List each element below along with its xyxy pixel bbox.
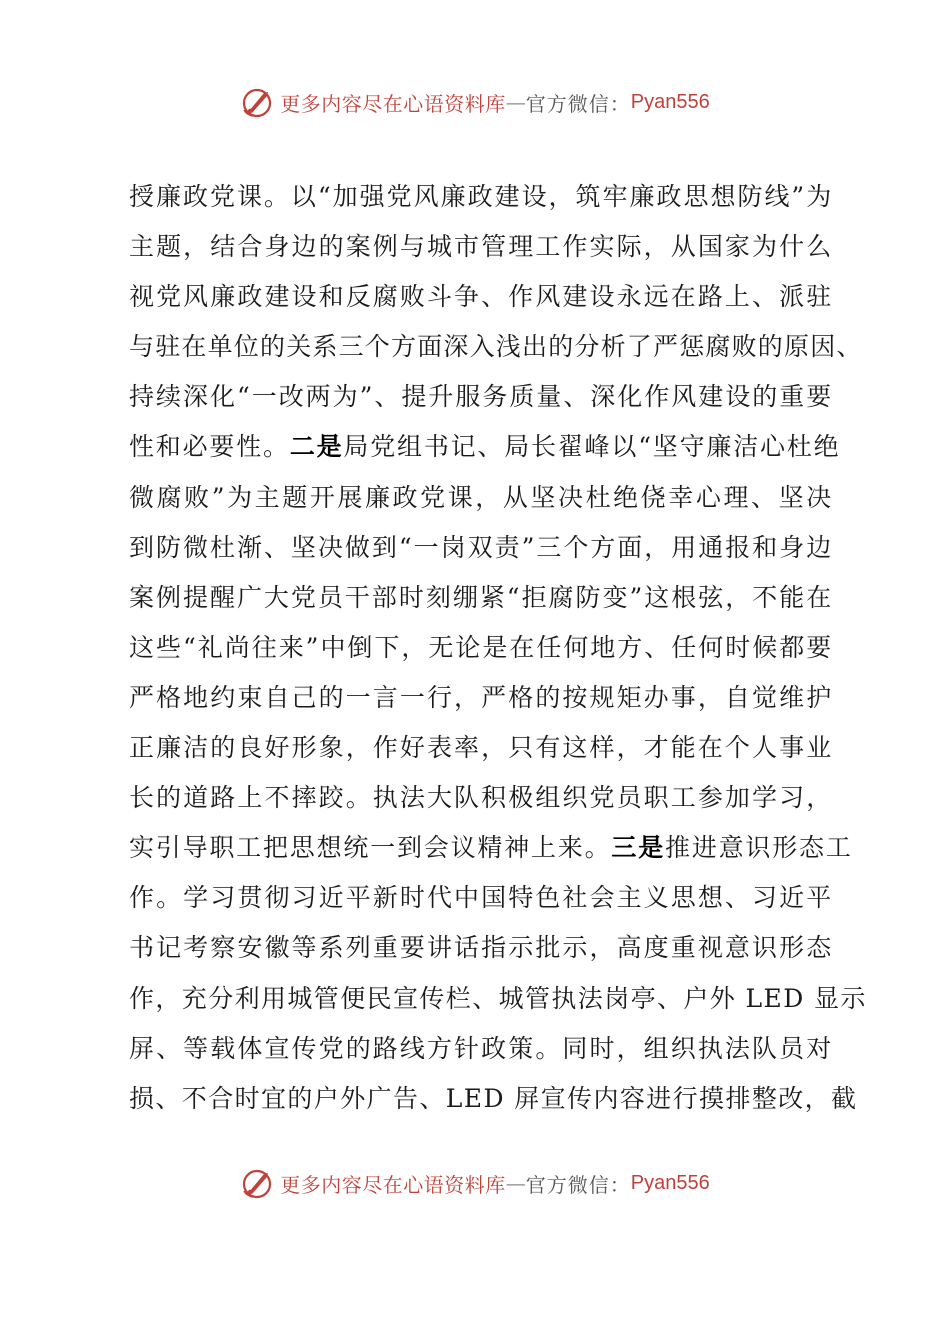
text-line: 到防微杜渐、坚决做到“一岗双责”三个方面，用通报和身边 — [129, 532, 833, 562]
text-line: 严格地约束自己的一言一行，严格的按规矩办事，自觉维护 — [129, 682, 833, 712]
document-body — [129, 172, 867, 1124]
text-line: 案例提醒广大党员干部时刻绷紧“拒腐防变”这根弦，不能在 — [129, 582, 833, 612]
emphasis-label: 二是 — [289, 432, 344, 462]
text-line: 视党风廉政建设和反腐败斗争、作风建设永远在路上、派驻 — [129, 282, 833, 312]
banner-separator: — — [505, 90, 526, 114]
text-line: 书记考察安徽等系列重要讲话指示批示，高度重视意识形态 — [129, 933, 833, 963]
text-line — [129, 823, 853, 873]
text-run: 局党组书记、局长翟峰以“坚守廉洁心杜绝 — [343, 432, 841, 462]
banner-wechat-label: 官方微信： — [525, 91, 631, 116]
text-line: 与驻在单位的关系三个方面深入浅出的分析了严惩腐败的原因、 — [129, 332, 863, 362]
banner-title: 更多内容尽在心语资料库 — [280, 91, 506, 116]
text-line: 持续深化“一改两为”、提升服务质量、深化作风建设的重要 — [129, 382, 833, 412]
header-banner — [0, 82, 950, 122]
brush-pen-logo-icon — [240, 84, 276, 120]
banner-separator: — — [505, 1171, 526, 1195]
text-run: 实引导职工把思想统一到会议精神上来。 — [129, 833, 612, 863]
emphasis-label: 三是 — [611, 833, 666, 863]
footer-banner — [0, 1163, 950, 1203]
text-line: 作，充分利用城管便民宣传栏、城管执法岗亭、户外 LED 显示 — [129, 983, 867, 1013]
text-line: 这些“礼尚往来”中倒下，无论是在任何地方、任何时候都要 — [129, 632, 833, 662]
text-line: 屏、等载体宣传党的路线方针政策。同时，组织执法队员对 — [129, 1033, 833, 1063]
banner-wechat-id: Pyan556 — [630, 90, 710, 113]
text-line: 微腐败”为主题开展廉政党课，从坚决杜绝侥幸心理、坚决 — [129, 482, 833, 512]
text-run: 推进意识形态工 — [665, 833, 853, 863]
text-line: 长的道路上不摔跤。执法大队积极组织党员职工参加学习， — [129, 783, 833, 813]
text-line: 主题，结合身边的案例与城市管理工作实际，从国家为什么 — [129, 232, 833, 262]
text-line: 作。学习贯彻习近平新时代中国特色社会主义思想、习近平 — [129, 883, 833, 913]
text-run: 性和必要性。 — [129, 432, 290, 462]
text-line: 授廉政党课。以“加强党风廉政建设，筑牢廉政思想防线”为 — [129, 182, 833, 211]
banner-wechat-id: Pyan556 — [630, 1171, 710, 1194]
text-line: 损、不合时宜的户外广告、LED 屏宣传内容进行摸排整改，截 — [129, 1083, 858, 1113]
banner-title: 更多内容尽在心语资料库 — [280, 1172, 506, 1197]
text-line — [129, 422, 841, 472]
banner-wechat-label: 官方微信： — [525, 1172, 631, 1197]
text-line: 正廉洁的良好形象，作好表率，只有这样，才能在个人事业 — [129, 733, 833, 763]
brush-pen-logo-icon — [240, 1165, 276, 1201]
